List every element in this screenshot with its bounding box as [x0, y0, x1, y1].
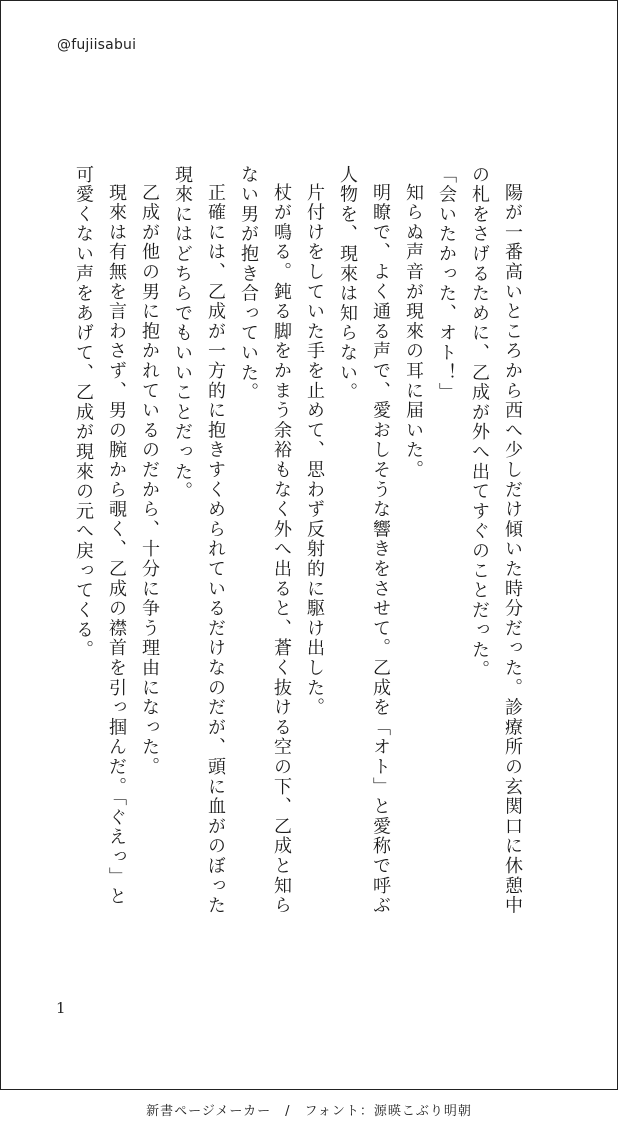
paragraph: 陽が一番高いところから西へ少しだけ傾いた時分だった。診療所の玄関口に休憩中の札をさげるために、乙成が外へ出てすぐのことだった。 [469, 165, 523, 916]
paragraph: 乙成が他の男に抱かれているのだから、十分に争う理由になった。 [139, 183, 160, 777]
paragraph: 「会いたかった、オト！」 [436, 165, 457, 403]
page-number: 1 [56, 999, 66, 1017]
footer-credit: 新書ページメーカー / フォント：源暎こぶり明朝 [146, 1104, 472, 1119]
author-handle: @fujiisabui [57, 37, 137, 53]
paragraph: 正確には、乙成が一方的に抱きすくめられているだけなのだが、頭に血がのぼった現來にはどちらでもいいことだった。 [172, 165, 226, 916]
paragraph: 明瞭で、よく通る声で、愛おしそうな響きをさせて。乙成を「オト」と愛称で呼ぶ人物を、現來は知らない。 [337, 165, 391, 916]
vertical-text-body [59, 165, 529, 925]
paragraph: 片付けをしていた手を止めて、思わず反射的に駆け出した。 [304, 183, 325, 718]
paragraph: 杖が鳴る。鈍る脚をかまう余裕もなく外へ出ると、蒼く抜ける空の下、乙成と知らない男が抱き合っていた。 [238, 165, 292, 916]
paragraph: 知らぬ声音が現來の耳に届いた。 [403, 183, 424, 480]
paragraph: 現來は有無を言わさず、男の腕から覗く、乙成の襟首を引っ掴んだ。「ぐえっ」と可愛くない声をあげて、乙成が現來の元へ戻ってくる。 [73, 165, 127, 907]
